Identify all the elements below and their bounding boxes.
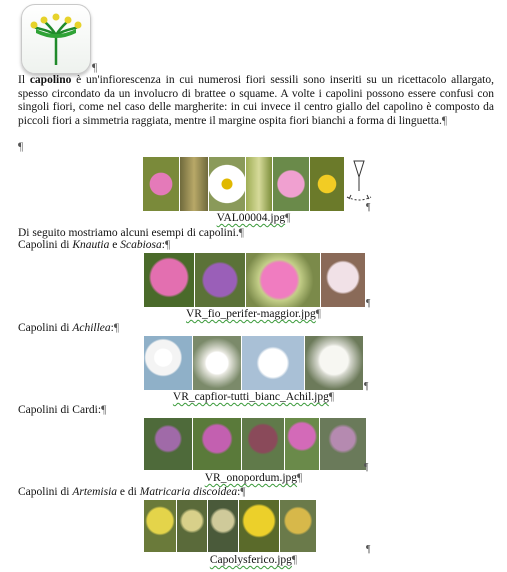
photo-knautia-1: [144, 253, 194, 307]
photo-scabiosa-1: [195, 253, 245, 307]
photo-strip-cardi[interactable]: [144, 418, 366, 470]
pilcrow-mark: ¶: [364, 381, 369, 392]
photo-strip-achillea[interactable]: [144, 336, 363, 390]
caption-3: VR_capfior-tutti_bianc_Achil.jpg¶: [172, 391, 335, 403]
heading-artemisia[interactable]: Capolini di Artemisia e di Matricaria discoidea:¶: [18, 486, 246, 498]
photo-artemisia-1: [144, 500, 176, 552]
photo-bracts: [180, 157, 208, 211]
photo-tanacetum-1: [239, 500, 279, 552]
photo-cardo-2: [193, 418, 241, 470]
photo-artemisia-2: [177, 500, 207, 552]
caption-5: Capolysferico.jpg¶: [209, 554, 298, 566]
photo-cardo-3: [242, 418, 284, 470]
photo-scabiosa-2: [321, 253, 365, 307]
photo-achillea-4: [305, 336, 363, 390]
intro-text: è un'infiorescenza in cui numerosi fiori sessili sono inseriti su un ricettacolo allargato, spesso circondato da un involucro di brattee o squame. A volte i capolini possono essere confusi con singoli fiori, come nel caso delle margherite: in cui invece il centro giallo del capolino è composto da piccoli fiori a simmetria raggiata, mentre il margine ospita fiori bianchi a forma di linguetta.: [18, 74, 494, 127]
photo-cardo-5: [320, 418, 366, 470]
photo-daisy: [209, 157, 245, 211]
photo-cardo-4: [285, 418, 319, 470]
photo-tanacetum-2: [280, 500, 316, 552]
photo-knautia-2: [246, 253, 320, 307]
caption-filename: VAL00004.jpg: [216, 212, 286, 224]
pilcrow-mark: ¶: [364, 462, 369, 473]
green-flower-umbel-icon: [22, 5, 90, 73]
caption-1: VAL00004.jpg¶: [216, 212, 291, 224]
photo-pink-capitulum: [273, 157, 309, 211]
caption-4: VR_onopordum.jpg¶: [204, 472, 303, 484]
app-icon[interactable]: [21, 4, 91, 74]
text-line[interactable]: Di seguito mostriamo alcuni esempi di capolini.¶: [18, 227, 244, 239]
intro-paragraph[interactable]: [18, 74, 494, 128]
pilcrow-mark: ¶: [441, 114, 448, 127]
photo-purple-capitulum: [143, 157, 179, 211]
pilcrow-mark: ¶: [92, 62, 98, 74]
heading-knautia[interactable]: Capolini di Knautia e Scabiosa:¶: [18, 239, 171, 251]
photo-matricaria-1: [208, 500, 238, 552]
photo-strip-capolini[interactable]: [143, 157, 373, 211]
photo-yellow-capitulum: [310, 157, 344, 211]
pilcrow-mark: ¶: [366, 202, 371, 213]
photo-green-buds: [246, 157, 272, 211]
photo-cardo-1: [144, 418, 192, 470]
photo-achillea-3: [242, 336, 304, 390]
caption-2: VR_fio_perifer-maggior.jpg¶: [186, 308, 321, 320]
pilcrow-mark: ¶: [366, 298, 371, 309]
empty-paragraph-mark: ¶: [18, 141, 24, 153]
intro-prefix: Il: [18, 74, 30, 86]
photo-achillea-1: [144, 336, 192, 390]
photo-strip-artemisia[interactable]: [144, 500, 316, 552]
photo-achillea-2: [193, 336, 241, 390]
photo-strip-knautia[interactable]: [144, 253, 365, 307]
pilcrow-mark: ¶: [366, 544, 371, 555]
heading-cardi[interactable]: Capolini di Cardi:¶: [18, 404, 107, 416]
heading-achillea[interactable]: Capolini di Achillea:¶: [18, 322, 120, 334]
intro-term: capolino: [29, 74, 72, 86]
